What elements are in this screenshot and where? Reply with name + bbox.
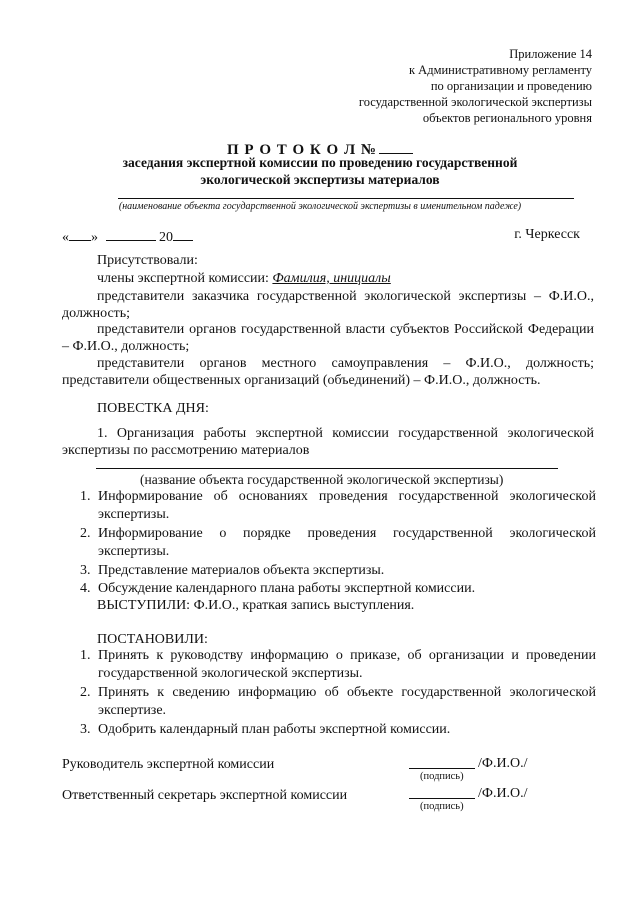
customer-line-cont: должность; xyxy=(62,306,131,321)
list-item: 4. Обсуждение календарного плана работы экспертной комиссии. xyxy=(80,581,476,596)
agenda-item1-line1: 1. Организация работы экспертной комиссии государственной экологической xyxy=(97,426,594,441)
agenda-list xyxy=(80,488,596,598)
members-line: члены экспертной комиссии: Фамилия, инициалы xyxy=(97,271,391,286)
present-heading: Присутствовали: xyxy=(97,253,198,268)
object-name-blank xyxy=(118,198,574,199)
protocol-subtitle-1: заседания экспертной комиссии по проведению государственной xyxy=(122,155,518,170)
gov-line-cont: – Ф.И.О., должность; xyxy=(62,339,190,354)
object-name-caption: (наименование объекта государственной экологической экспертизы в именительном падеже) xyxy=(118,201,522,212)
members-value: Фамилия, инициалы xyxy=(272,271,391,286)
agenda-object-caption: (название объекта государственной экологической экспертизы) xyxy=(140,472,504,487)
appendix-line: государственной экологической экспертизы xyxy=(358,95,592,109)
protocol-subtitle-2: экологической экспертизы материалов xyxy=(200,172,440,187)
appendix-block xyxy=(292,46,592,126)
signature-name: /Ф.И.О./ xyxy=(478,756,528,771)
date-field: « » 20 xyxy=(62,229,193,246)
day-blank xyxy=(69,240,91,241)
list-item: 2. Информирование о порядке проведения государственной экологической экспертизы. xyxy=(80,526,596,559)
spoke-line: ВЫСТУПИЛИ: Ф.И.О., краткая запись выступления. xyxy=(97,598,415,613)
appendix-line: Приложение 14 xyxy=(509,47,592,61)
signature-role: Ответственный секретарь экспертной комиссии xyxy=(62,788,348,803)
list-item: 2. Принять к сведению информацию об объекте государственной экологической экспертизе. xyxy=(80,685,596,718)
signature-blank xyxy=(409,768,475,769)
list-item: 3. Одобрить календарный план работы экспертной комиссии. xyxy=(80,722,451,737)
signature-blank xyxy=(409,798,475,799)
signature-caption: (подпись) xyxy=(420,801,464,812)
public-line: представители общественных организаций (объединений) – Ф.И.О., должность. xyxy=(62,373,541,388)
appendix-line: по организации и проведению xyxy=(430,79,592,93)
signature-role: Руководитель экспертной комиссии xyxy=(62,757,275,772)
local-line: представители органов местного самоуправления – Ф.И.О., должность; xyxy=(97,356,594,371)
list-item: 3. Представление материалов объекта экспертизы. xyxy=(80,563,385,578)
list-item: 1. Информирование об основаниях проведения государственной экологической экспертизы. xyxy=(80,489,596,522)
decided-list xyxy=(80,647,596,739)
signature-caption: (подпись) xyxy=(420,771,464,782)
gov-line: представители органов государственной власти субъектов Российской Федерации xyxy=(97,322,594,337)
city: г. Черкесск xyxy=(514,227,580,242)
appendix-line: объектов регионального уровня xyxy=(422,111,592,125)
agenda-object-blank xyxy=(96,468,558,469)
appendix-line: к Административному регламенту xyxy=(408,63,592,77)
list-item: 1. Принять к руководству информацию о приказе, об организации и проведении государственной экологической экспертизы. xyxy=(80,648,596,681)
decided-heading: ПОСТАНОВИЛИ: xyxy=(97,632,208,647)
signature-name: /Ф.И.О./ xyxy=(478,786,528,801)
agenda-item1-line2: экспертизы по рассмотрению материалов xyxy=(62,443,310,458)
agenda-heading: ПОВЕСТКА ДНЯ: xyxy=(97,401,209,416)
protocol-title: П Р О Т О К О Л № xyxy=(0,142,640,159)
year-blank xyxy=(173,240,193,241)
customer-line: представители заказчика государственной экологической экспертизы – Ф.И.О., xyxy=(97,289,594,304)
month-blank xyxy=(106,240,156,241)
